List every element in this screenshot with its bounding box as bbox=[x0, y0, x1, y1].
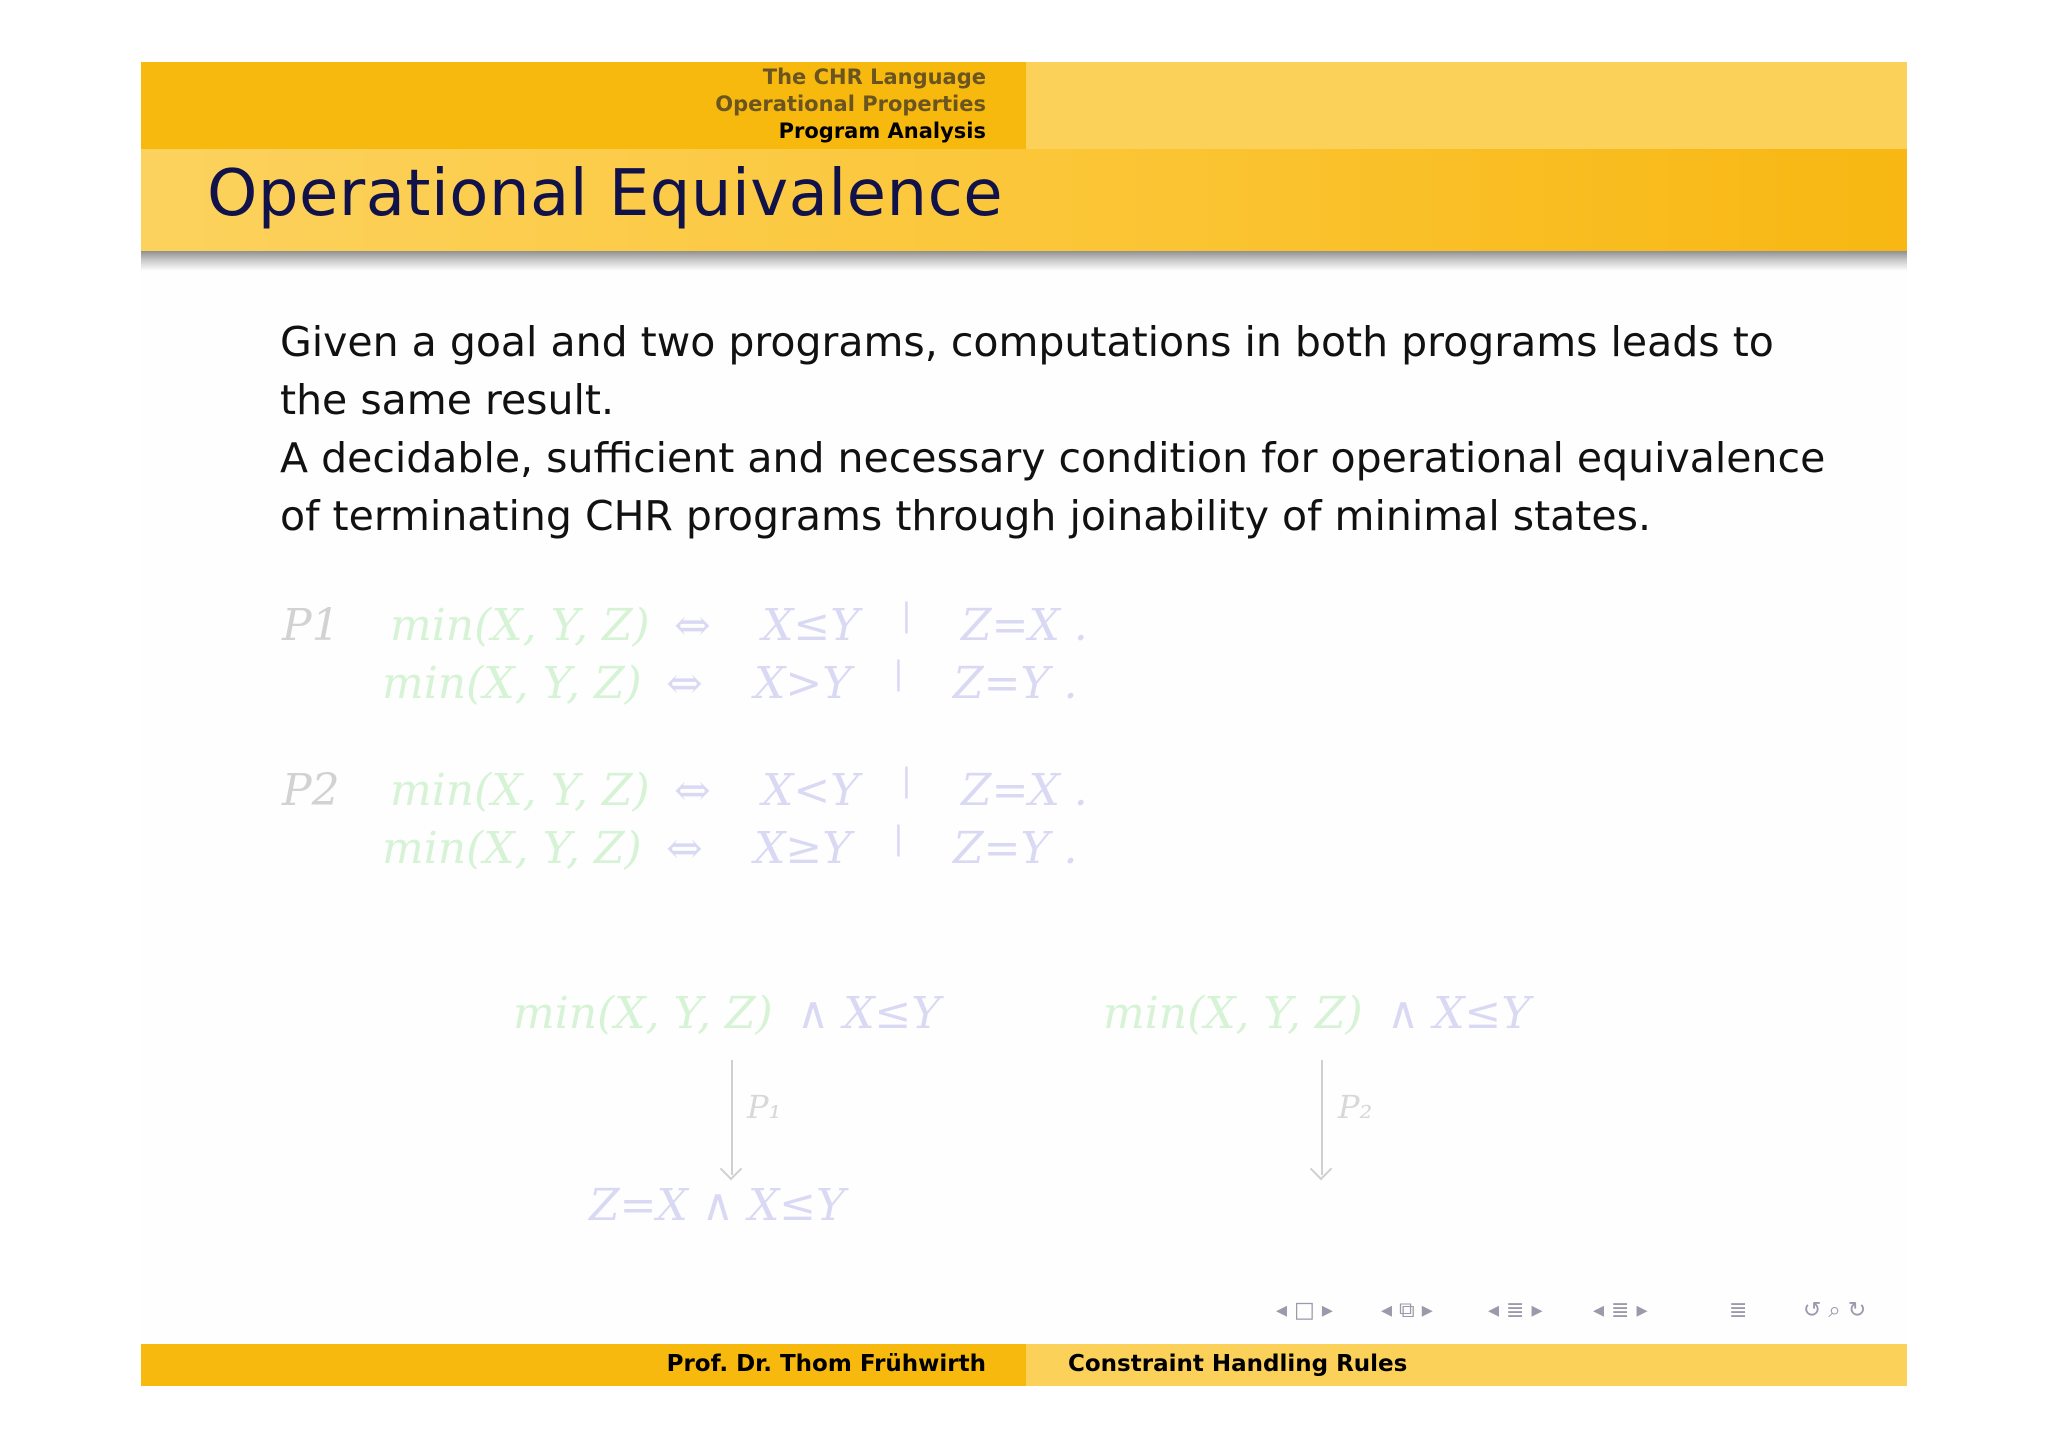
p2-rule1-bar: | bbox=[901, 761, 912, 799]
nav-section-icon[interactable]: ◂ ≣ ▸ bbox=[1488, 1298, 1543, 1323]
p2-rule2-guard: X≥Y bbox=[754, 823, 852, 874]
program-p1-label: P1 bbox=[282, 600, 340, 651]
p1-rule1-body: Z=X . bbox=[961, 600, 1088, 651]
slide bbox=[141, 62, 1907, 1386]
p2-rule1-head: min(X, Y, Z) bbox=[390, 765, 650, 816]
p2-rule1-guard: X<Y bbox=[762, 765, 860, 816]
p1-rule2-bar: | bbox=[893, 654, 904, 692]
footer-short-title: Constraint Handling Rules bbox=[1068, 1351, 1408, 1377]
nav-subsubsection-icon[interactable]: ◂ ≣ ▸ bbox=[1593, 1298, 1648, 1323]
header-right-panel bbox=[1026, 62, 1907, 149]
p2-rule2-op: ⇔ bbox=[666, 823, 703, 874]
section-link-chr-language[interactable]: The CHR Language bbox=[762, 65, 986, 89]
derivation-left-goal: min(X, Y, Z) bbox=[513, 988, 773, 1039]
p1-rule2-guard: X>Y bbox=[754, 658, 852, 709]
body-line-4: of terminating CHR programs through joinability of minimal states. bbox=[280, 492, 1651, 540]
slide-title: Operational Equivalence bbox=[207, 157, 1004, 231]
p1-rule1-guard: X≤Y bbox=[762, 600, 860, 651]
footer-author: Prof. Dr. Thom Frühwirth bbox=[666, 1351, 986, 1377]
section-link-operational-properties[interactable]: Operational Properties bbox=[715, 92, 986, 116]
body-line-1: Given a goal and two programs, computations in both programs leads to bbox=[280, 318, 1774, 366]
nav-search-controls-icon[interactable]: ↺ ⌕ ↻ bbox=[1803, 1298, 1867, 1323]
p1-rule2-body: Z=Y . bbox=[953, 658, 1078, 709]
p1-rule1-head: min(X, Y, Z) bbox=[390, 600, 650, 651]
derivation-right-constraint: ∧ X≤Y bbox=[1387, 988, 1531, 1039]
p1-rule2-op: ⇔ bbox=[666, 658, 703, 709]
body-line-3: A decidable, sufficient and necessary condition for operational equivalence bbox=[280, 434, 1826, 482]
body-line-2: the same result. bbox=[280, 376, 615, 424]
derivation-right-arrow bbox=[1321, 1060, 1323, 1175]
p1-rule1-bar: | bbox=[901, 596, 912, 634]
section-link-program-analysis[interactable]: Program Analysis bbox=[778, 119, 986, 143]
footer-author-panel bbox=[141, 1344, 1026, 1386]
p2-rule1-body: Z=X . bbox=[961, 765, 1088, 816]
title-shadow bbox=[141, 251, 1907, 271]
p2-rule2-head: min(X, Y, Z) bbox=[382, 823, 642, 874]
derivation-left-constraint: ∧ X≤Y bbox=[797, 988, 941, 1039]
nav-frame-icon[interactable]: ◂ □ ▸ bbox=[1276, 1298, 1333, 1323]
p1-rule1-op: ⇔ bbox=[674, 600, 711, 651]
p2-rule2-body: Z=Y . bbox=[953, 823, 1078, 874]
p2-rule1-op: ⇔ bbox=[674, 765, 711, 816]
derivation-left-result: Z=X ∧ X≤Y bbox=[589, 1180, 846, 1231]
program-p2-label: P2 bbox=[282, 765, 340, 816]
title-bar bbox=[141, 149, 1907, 251]
nav-subsection-icon[interactable]: ◂ ⧉ ▸ bbox=[1381, 1298, 1433, 1323]
derivation-left-arrow bbox=[731, 1060, 733, 1175]
derivation-left-label: P₁ bbox=[747, 1088, 782, 1126]
derivation-right-goal: min(X, Y, Z) bbox=[1103, 988, 1363, 1039]
p1-rule2-head: min(X, Y, Z) bbox=[382, 658, 642, 709]
nav-outline-icon[interactable]: ≣ bbox=[1729, 1298, 1748, 1323]
section-navigation bbox=[715, 64, 986, 145]
header-sections-panel bbox=[141, 62, 1026, 149]
derivation-right-label: P₂ bbox=[1338, 1088, 1373, 1126]
footer-title-panel bbox=[1026, 1344, 1907, 1386]
p2-rule2-bar: | bbox=[893, 819, 904, 857]
